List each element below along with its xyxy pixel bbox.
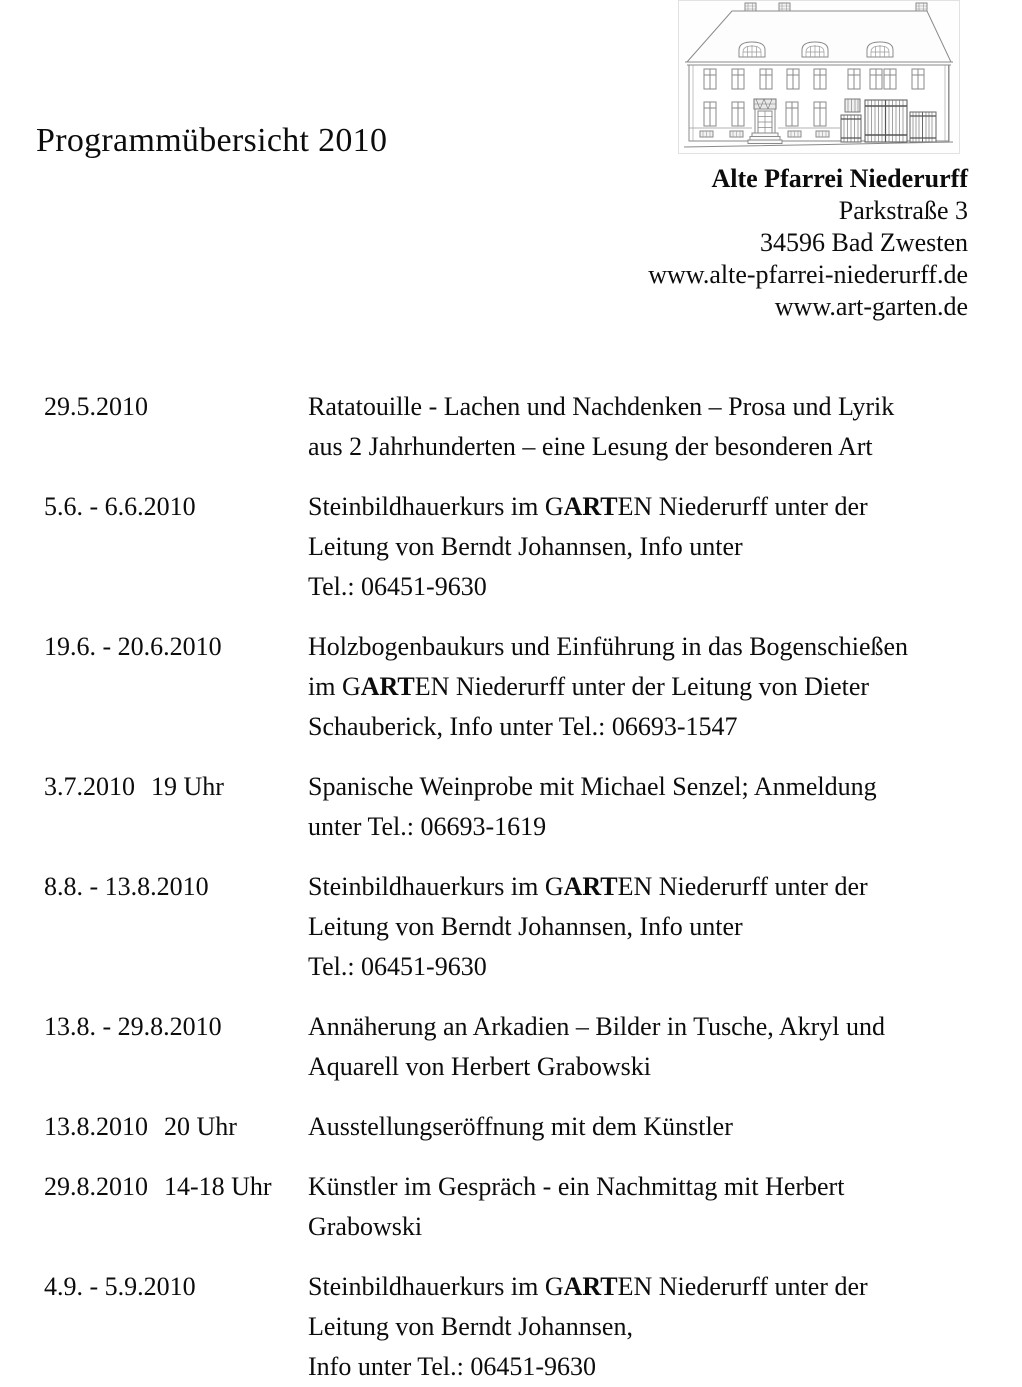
event-date: 29.8.2010 [44,1172,148,1201]
event-date: 29.5.2010 [44,392,148,421]
contact-street: Parkstraße 3 [838,196,968,225]
event-description [308,1007,979,1087]
description-line: Leitung von Berndt Johannsen, Info unter [308,532,743,561]
event-when [44,387,308,427]
event-date: 19.6. - 20.6.2010 [44,632,222,661]
page-title: Programmübersicht 2010 [36,122,388,159]
event-description [308,867,979,987]
description-line: Ausstellungseröffnung mit dem Künstler [308,1112,733,1141]
event-description [308,1167,979,1247]
event-description [308,1267,979,1387]
contact-city: 34596 Bad Zwesten [760,228,968,257]
description-line: Grabowski [308,1212,423,1241]
event-date: 13.8.2010 [44,1112,148,1141]
event-time: 20 Uhr [164,1112,237,1141]
event-when [44,1007,308,1047]
description-line: Steinbildhauerkurs im GARTEN Niederurff unter der [308,1272,868,1301]
description-line: Annäherung an Arkadien – Bilder in Tusche, Akryl und [308,1012,885,1041]
description-line: unter Tel.: 06693-1619 [308,812,547,841]
description-line: Tel.: 06451-9630 [308,952,487,981]
event-row [44,487,979,607]
event-when [44,1167,308,1207]
event-row [44,1167,979,1247]
description-line: aus 2 Jahrhunderten – eine Lesung der besonderen Art [308,432,873,461]
events-list [44,387,979,1387]
description-line: Steinbildhauerkurs im GARTEN Niederurff unter der [308,492,868,521]
event-when [44,1267,308,1307]
description-line: Holzbogenbaukurs und Einführung in das Bogenschießen [308,632,909,661]
contact-website-1: www.alte-pfarrei-niederurff.de [648,260,968,289]
event-date: 8.8. - 13.8.2010 [44,872,209,901]
description-line: Spanische Weinprobe mit Michael Senzel; Anmeldung [308,772,877,801]
contact-name: Alte Pfarrei Niederurff [711,164,968,193]
event-time: 14-18 Uhr [164,1172,272,1201]
event-date: 5.6. - 6.6.2010 [44,492,196,521]
description-line: im GARTEN Niederurff unter der Leitung von Dieter [308,672,870,701]
description-line: Aquarell von Herbert Grabowski [308,1052,651,1081]
description-line: Leitung von Berndt Johannsen, [308,1312,633,1341]
event-description [308,487,979,607]
description-line: Leitung von Berndt Johannsen, Info unter [308,912,743,941]
event-row [44,627,979,747]
description-line: Info unter Tel.: 06451-9630 [308,1352,596,1381]
event-row [44,867,979,987]
event-description [308,1107,979,1147]
contact-block [648,163,968,323]
event-row [44,387,979,467]
description-line: Tel.: 06451-9630 [308,572,487,601]
event-when [44,627,308,667]
event-when [44,487,308,527]
event-date: 4.9. - 5.9.2010 [44,1272,196,1301]
event-row [44,1107,979,1147]
event-description [308,627,979,747]
event-when [44,767,308,807]
description-line: Schauberick, Info unter Tel.: 06693-1547 [308,712,738,741]
event-row [44,1007,979,1087]
description-line: Künstler im Gespräch - ein Nachmittag mit Herbert [308,1172,845,1201]
event-when [44,1107,308,1147]
description-line: Steinbildhauerkurs im GARTEN Niederurff unter der [308,872,868,901]
event-date: 13.8. - 29.8.2010 [44,1012,222,1041]
event-description [308,387,979,467]
event-row [44,767,979,847]
event-description [308,767,979,847]
contact-website-2: www.art-garten.de [774,292,968,321]
house-line-drawing-icon [678,0,960,160]
description-line: Ratatouille - Lachen und Nachdenken – Prosa und Lyrik [308,392,895,421]
event-when [44,867,308,907]
event-row [44,1267,979,1387]
event-time: 19 Uhr [151,772,224,801]
event-date: 3.7.2010 [44,772,135,801]
